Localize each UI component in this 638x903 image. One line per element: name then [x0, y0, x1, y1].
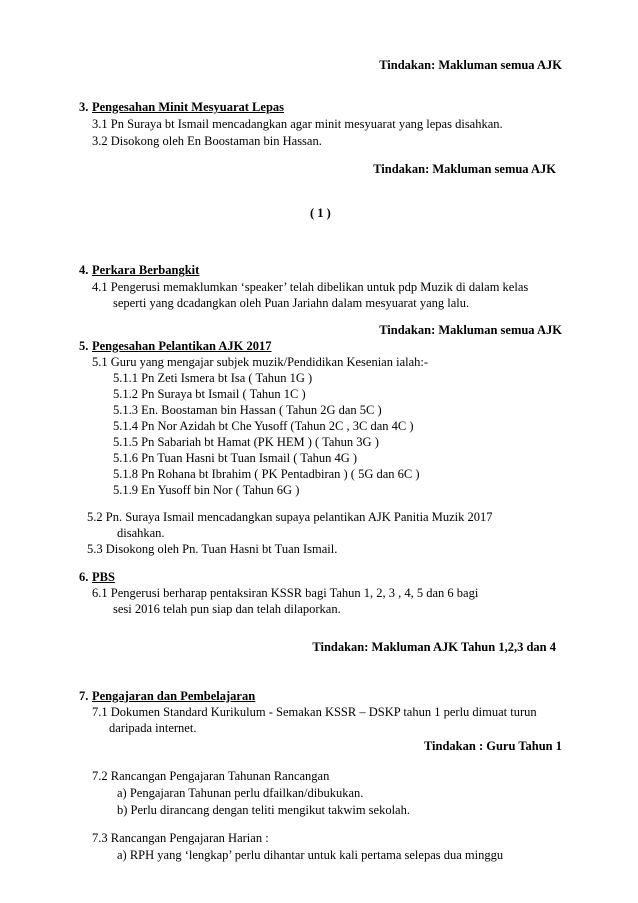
action-line: Tindakan: Makluman semua AJK: [373, 162, 556, 176]
minute-item: 4.1 Pengerusi memaklumkan ‘speaker’ telah dibelikan untuk pdp Muzik di dalam kelas: [92, 280, 529, 294]
section-title: Pengesahan Minit Mesyuarat Lepas: [92, 100, 285, 114]
section-title: Perkara Berbangkit: [92, 263, 200, 277]
minute-item: 5.2 Pn. Suraya Ismail mencadangkan supaya pelantikan AJK Panitia Muzik 2017: [87, 510, 493, 524]
teacher-list-item: 5.1.1 Pn Zeti Ismera bt Isa ( Tahun 1G ): [113, 371, 313, 385]
minute-item: 7.2 Rancangan Pengajaran Tahunan Rancangan: [92, 769, 330, 783]
teacher-list-item: 5.1.4 Pn Nor Azidah bt Che Yusoff (Tahun 2C , 3C dan 4C ): [113, 419, 414, 433]
minute-item: 3.1 Pn Suraya bt Ismail mencadangkan agar minit mesyuarat yang lepas disahkan.: [92, 117, 503, 131]
section-title: PBS: [92, 570, 115, 584]
teacher-list-item: 5.1.6 Pn Tuan Hasni bt Tuan Ismail ( Tahun 4G ): [113, 451, 358, 465]
action-line: Tindakan: Makluman AJK Tahun 1,2,3 dan 4: [312, 640, 556, 654]
section-number: 3.: [79, 100, 89, 114]
minute-item-continuation: disahkan.: [117, 526, 165, 540]
minute-item: 5.1 Guru yang mengajar subjek muzik/Pendidikan Kesenian ialah:-: [92, 355, 429, 369]
teacher-list-item: 5.1.2 Pn Suraya bt Ismail ( Tahun 1C ): [113, 387, 306, 401]
sub-item: a) RPH yang ‘lengkap’ perlu dihantar untuk kali pertama selepas dua minggu: [117, 848, 504, 862]
page-number: ( 1 ): [310, 206, 331, 220]
minute-item-continuation: seperti yang dcadangkan oleh Puan Jariahn dalam mesyuarat yang lalu.: [113, 296, 470, 310]
section-number: 4.: [79, 263, 89, 277]
teacher-list-item: 5.1.9 En Yusoff bin Nor ( Tahun 6G ): [113, 483, 300, 497]
section-title: Pengajaran dan Pembelajaran: [92, 689, 256, 703]
minute-item: 3.2 Disokong oleh En Boostaman bin Hassan.: [92, 134, 322, 148]
action-line: Tindakan: Makluman semua AJK: [379, 58, 562, 72]
action-line: Tindakan: Makluman semua AJK: [379, 323, 562, 337]
section-number: 6.: [79, 570, 89, 584]
minute-item: 7.1 Dokumen Standard Kurikulum - Semakan KSSR – DSKP tahun 1 perlu dimuat turun: [92, 705, 537, 719]
minute-item-continuation: daripada internet.: [109, 721, 197, 735]
sub-item: a) Pengajaran Tahunan perlu dfailkan/dibukukan.: [117, 786, 364, 800]
minute-item: 7.3 Rancangan Pengajaran Harian :: [92, 831, 269, 845]
sub-item: b) Perlu dirancang dengan teliti mengikut takwim sekolah.: [117, 803, 410, 817]
minute-item-continuation: sesi 2016 telah pun siap dan telah dilaporkan.: [113, 602, 341, 616]
section-number: 7.: [79, 689, 89, 703]
teacher-list-item: 5.1.5 Pn Sabariah bt Hamat (PK HEM ) ( Tahun 3G ): [113, 435, 379, 449]
teacher-list-item: 5.1.3 En. Boostaman bin Hassan ( Tahun 2G dan 5C ): [113, 403, 382, 417]
section-number: 5.: [79, 339, 89, 353]
section-title: Pengesahan Pelantikan AJK 2017: [92, 339, 272, 353]
action-line: Tindakan : Guru Tahun 1: [423, 739, 562, 753]
minute-item: 6.1 Pengerusi berharap pentaksiran KSSR bagi Tahun 1, 2, 3 , 4, 5 dan 6 bagi: [92, 586, 479, 600]
minute-item: 5.3 Disokong oleh Pn. Tuan Hasni bt Tuan Ismail.: [87, 542, 338, 556]
teacher-list-item: 5.1.8 Pn Rohana bt Ibrahim ( PK Pentadbiran ) ( 5G dan 6C ): [113, 467, 420, 481]
